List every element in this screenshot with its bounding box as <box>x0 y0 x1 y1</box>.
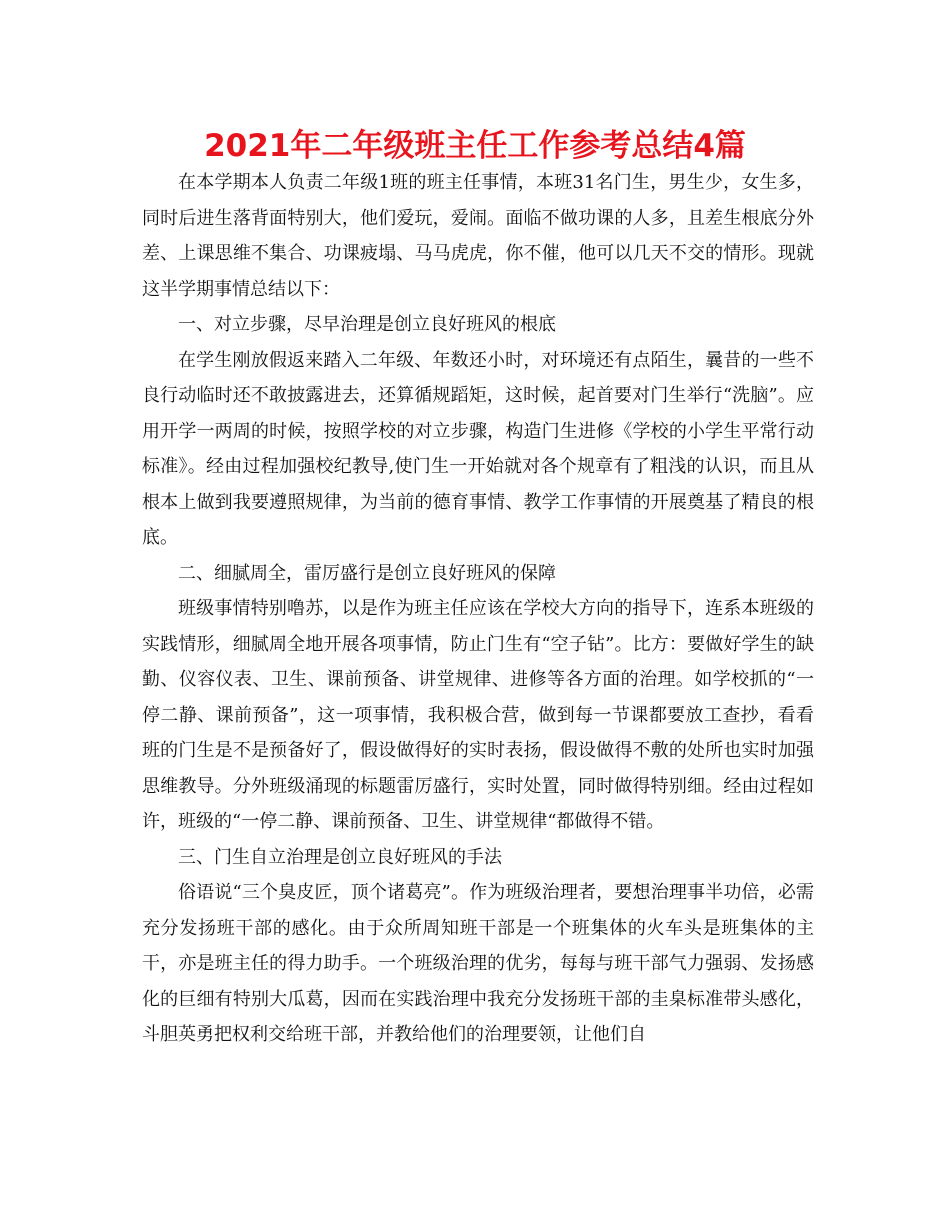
document-body <box>142 165 814 1053</box>
document-title: 2021年二年级班主任工作参考总结4篇 <box>204 128 746 164</box>
paragraph-section-3: 俗语说“三个臭皮匠，顶个诸葛亮”。作为班级治理者，要想治理事半功倍，必需充分发扬班干部的感化。由于众所周知班干部是一个班集体的火车头是班集体的主干，亦是班主任的得力助手。一个班级治理的优劣，每每与班干部气力强弱、发扬感化的巨细有特别大瓜葛，因而在实践治理中我充分发扬班干部的圭臬标准带头感化，斗胆英勇把权利交给班干部，并教给他们的治理要领，让他们自 <box>142 882 814 1045</box>
section-heading-2: 二、细腻周全，雷厉盛行是创立良好班风的保障 <box>178 562 556 584</box>
section-heading-1: 一、对立步骤，尽早治理是创立良好班风的根底 <box>178 314 556 335</box>
paragraph-intro: 在本学期本人负责二年级1班的班主任事情，本班31名门生，男生少，女生多，同时后进生落背面特别大，他们爱玩，爱闹。面临不做功课的人多，且差生根底分外差、上课思维不集合、功课疲塌、马马虎虎，你不催，他可以几天不交的情形。现就这半学期事情总结以下： <box>142 172 814 300</box>
paragraph-section-2: 班级事情特别噜苏，以是作为班主任应该在学校大方向的指导下，连系本班级的实践情形，细腻周全地开展各项事情，防止门生有“空子钻”。比方：要做好学生的缺勤、仪容仪表、卫生、课前预备、讲堂规律、进修等各方面的治理。如学校抓的“一停二静、课前预备”，这一项事情，我积极合营，做到每一节课都要放工查抄，看看班的门生是不是预备好了，假设做得好的实时表扬，假设做得不敷的处所也实时加强思维教导。分外班级涌现的标题雷厉盛行，实时处置，同时做得特别细。经由过程如许，班级的“一停二静、课前预备、卫生、讲堂规律“都做得不错。 <box>142 598 814 832</box>
paragraph-section-1: 在学生刚放假返来踏入二年级、年数还小时，对环境还有点陌生，曩昔的一些不良行动临时还不敢披露进去，还算循规蹈矩，这时候，起首要对门生举行“洗脑”。应用开学一两周的时候，按照学校的对立步骤，构造门生进修《学校的小学生平常行动标准》。经由过程加强校纪教导,使门生一开始就对各个规章有了粗浅的认识，而且从根本上做到我要遵照规律，为当前的德育事情、教学工作事情的开展奠基了精良的根底。 <box>142 349 814 548</box>
section-heading-3: 三、门生自立治理是创立良好班风的手法 <box>178 846 502 868</box>
